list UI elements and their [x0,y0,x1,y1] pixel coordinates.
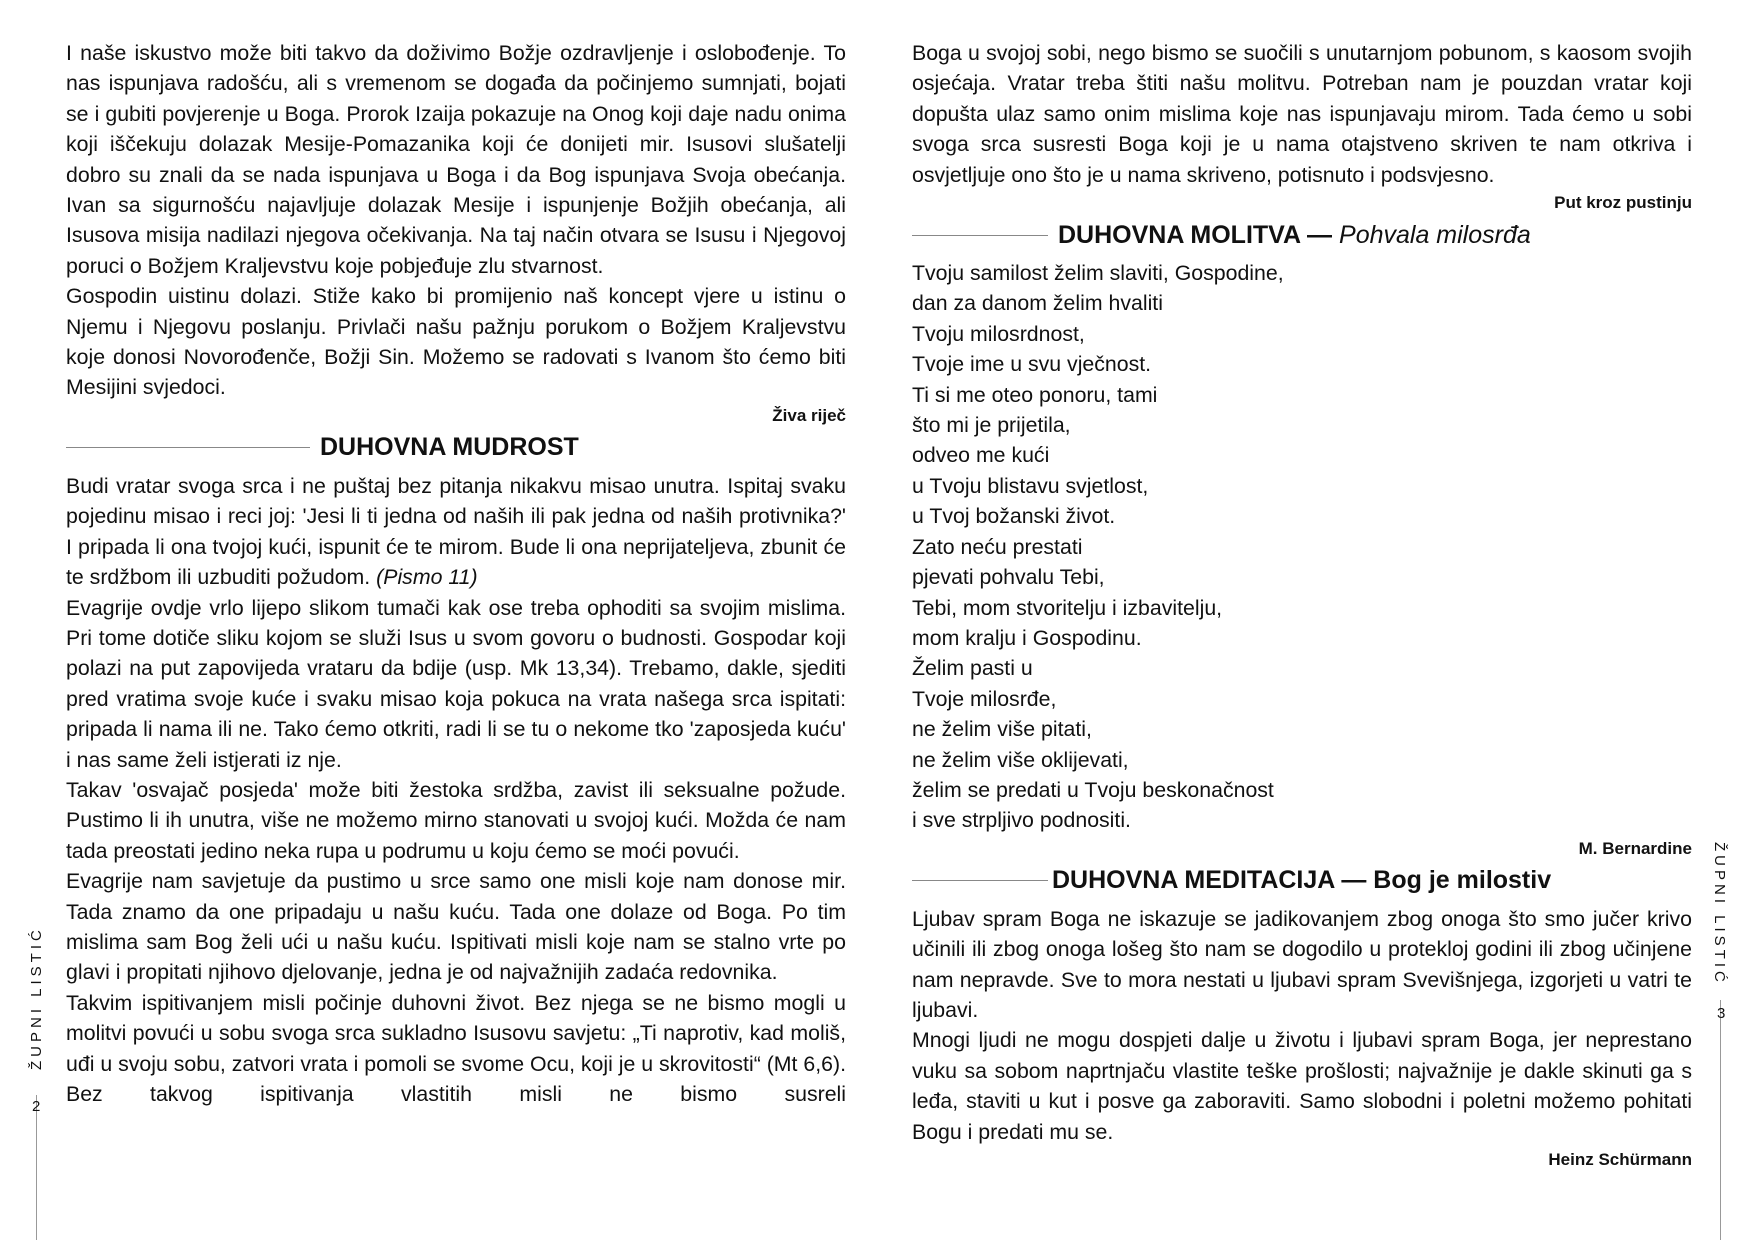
right-margin-label: ŽUPNI LISTIĆ [1711,842,1728,986]
poem-line: pjevati pohvalu Tebi, [912,565,1105,590]
poem-line: mom kralju i Gospodinu. [912,625,1142,650]
continuation-source: Put kroz pustinju [1554,193,1692,213]
continuation-paragraph: Boga u svojoj sobi, nego bismo se suočili s unutarnjom pobunom, s kaosom svojih osjećaja. Vratar treba štiti našu molitvu. Potreban nam je pouzdan vratar koji dopušta ulaz samo onim mislima koje nas ispunjavaju mirom. Tada ćemo u sobi svoga srca susresti Boga koji je u nama otajstveno skriven te nam otkriva i osvjetljuje ono što je u nama skriveno, potisnuto i podsvjesno. [912,41,1692,187]
poem-line: u Tvoj božanski život. [912,504,1116,529]
wisdom-paragraph-2: Evagrije ovdje vrlo lijepo slikom tumači kak ose treba ophoditi sa svojim mislima. Pri tome dotiče sliku kojom se služi Isus u svom govoru o budnosti. Gospodar koji polazi na put zapovijeda vrataru da bdije (usp. Mk 13,34). Trebamo, dakle, sjediti pred vratima svoje kuće i svaku misao koja pokuca na vrata našega srca ispitati: pripada li nama ili ne. Tako ćemo otkriti, radi li se tu o nekome tko 'zaposjeda kuću' i nas same želi istjerati iz nje. [66,595,846,772]
left-margin-label: ŽUPNI LISTIĆ [28,926,45,1070]
meditation-paragraph-2: Mnogi ljudi ne mogu dospjeti dalje u životu i ljubavi spram Boga, jer neprestano vuku sa sobom naprtnjaču vlastite teške prošlosti; najvažnije je dakle skinuti ga s leđa, staviti u kut i posve ga zaboraviti. Samo slobodni i poletni možemo pohitati Bogu i predati mu se. [912,1028,1692,1144]
wisdom-paragraph-5: Takvim ispitivanjem misli počinje duhovni život. Bez njega se ne bismo mogli u molitvi povući u sobu svoga srca sukladno Isusovu savjetu: „Ti naprotiv, kad moliš, uđi u svoju sobu, zatvori vrata i pomoli se svome Ocu, koji je u skrovitosti“ (Mt 6,6). Bez takvog ispitivanja vlastitih misli ne bismo susreli [66,990,846,1106]
prayer-source: M. Bernardine [1578,838,1692,858]
right-margin-rule [1720,1000,1721,1240]
poem-line: ne želim više oklijevati, [912,747,1129,772]
poem-line: što mi je prijetila, [912,413,1071,438]
meditation-paragraph-1: Ljubav spram Boga ne iskazuje se jadikovanjem zbog onoga što smo jučer krivo učinili ili zbog onoga lošeg što nam se dogodilo u protekloj godini ili zbog učinjene nam nepravde. Sve to mora nestati u ljubavi spram Svevišnjega, izgorjeti u vatri te ljubavi. [912,906,1692,1022]
poem-line: dan za danom želim hvaliti [912,291,1163,316]
poem-line: Tebi, mom stvoritelju i izbavitelju, [912,595,1223,620]
poem-line: Zato neću prestati [912,534,1083,559]
intro-source: Živa riječ [772,405,846,425]
wisdom-heading [66,429,846,467]
poem-line: u Tvoju blistavu svjetlost, [912,473,1149,498]
meditation-title: DUHOVNA MEDITACIJA — Bog je milostiv [1052,866,1552,895]
poem-line: Tvoje ime u svu vječnost. [912,352,1152,377]
right-column [912,38,1692,1171]
heading-rule [66,447,310,448]
poem-line: Ti si me oteo ponoru, tami [912,382,1158,407]
wisdom-quote-reference: (Pismo 11) [376,565,478,590]
prayer-heading [912,216,1692,254]
heading-rule [912,880,1048,881]
poem-line: Želim pasti u [912,656,1033,681]
intro-paragraph-2: Gospodin uistinu dolazi. Stiže kako bi promijenio naš koncept vjere u istinu o Njemu i Njegovu poslanju. Privlači našu pažnju porukom o Božjem Kraljevstvu koje donosi Novorođenče, Božji Sin. Možemo se radovati s Ivanom što ćemo biti Mesijini svjedoci. [66,284,846,400]
right-page-number: 3 [1717,1005,1726,1022]
wisdom-quote: Budi vratar svoga srca i ne puštaj bez pitanja nikakvu misao unutra. Ispitaj svaku pojedinu misao i reci joj: 'Jesi li ti jedna od naših ili pak jedna od naših protivnika?' I pripada li ona tvojoj kući, ispunit će te mirom. Bude li ona neprijateljeva, zbunit će te srdžbom ili uzbuditi požudom. [66,473,846,590]
wisdom-paragraph-4: Evagrije nam savjetuje da pustimo u srce samo one misli koje nam donose mir. Tada znamo da one pripadaju u našu kuću. Tada one dolaze od Boga. Po tim mislima sam Bog želi ući u našu kuću. Ispitivati misli koje nam se stalno vrte po glavi i propitati njihovo djelovanje, jedna je od najvažnijih zadaća redovnika. [66,869,846,985]
poem-line: želim se predati u Tvoju beskonačnost [912,777,1274,802]
intro-paragraph-1: I naše iskustvo može biti takvo da doživimo Božje ozdravljenje i oslobođenje. To nas ispunjava radošću, ali s vremenom se događa da počinjemo sumnjati, bojati se i gubiti povjerenje u Boga. Prorok Izaija pokazuje na Onog koji daje nadu onima koji iščekuju dolazak Mesije-Pomazanika koji će donijeti mir. Isusovi slušatelji dobro su znali da se nada ispunjava u Boga i da Bog ispunjava Svoja obećanja. Ivan sa sigurnošću najavljuje dolazak Mesije i ispunjenje Božjih obećanja, ali Isusova misija nadilazi njegova očekivanja. Na taj način otvara se Isusu i Njegovoj poruci o Božjem Kraljevstvu koje pobjeđuje zlu stvarnost. [66,41,846,278]
poem-line: Tvoje milosrđe, [912,686,1057,711]
heading-rule [912,235,1048,236]
poem-line: odveo me kući [912,443,1050,468]
wisdom-title: DUHOVNA MUDROST [320,433,579,462]
left-page-number: 2 [32,1098,41,1115]
prayer-title-main: DUHOVNA MOLITVA — [1058,220,1340,249]
meditation-heading [912,862,1692,900]
poem-line: Tvoju milosrdnost, [912,321,1085,346]
wisdom-paragraph-3: Takav 'osvajač posjeda' može biti žestoka srdžba, zavist ili seksualne požude. Pustimo li ih unutra, više ne možemo mirno stanovati u svojoj kući. Možda će nam tada preostati jedino neka rupa u podrumu u koju ćemo se moći povući. [66,777,846,863]
wisdom-paragraph-1 [66,471,846,593]
poem-line: i sve strpljivo podnositi. [912,808,1131,833]
prayer-title-italic: Pohvala milosrđa [1339,220,1531,249]
prayer-poem [912,258,1692,836]
left-column [66,38,846,1109]
poem-line: ne želim više pitati, [912,717,1092,742]
prayer-title [1058,221,1531,250]
poem-line: Tvoju samilost želim slaviti, Gospodine, [912,261,1284,286]
meditation-source: Heinz Schürmann [1548,1150,1692,1169]
left-margin-rule [36,1095,37,1240]
